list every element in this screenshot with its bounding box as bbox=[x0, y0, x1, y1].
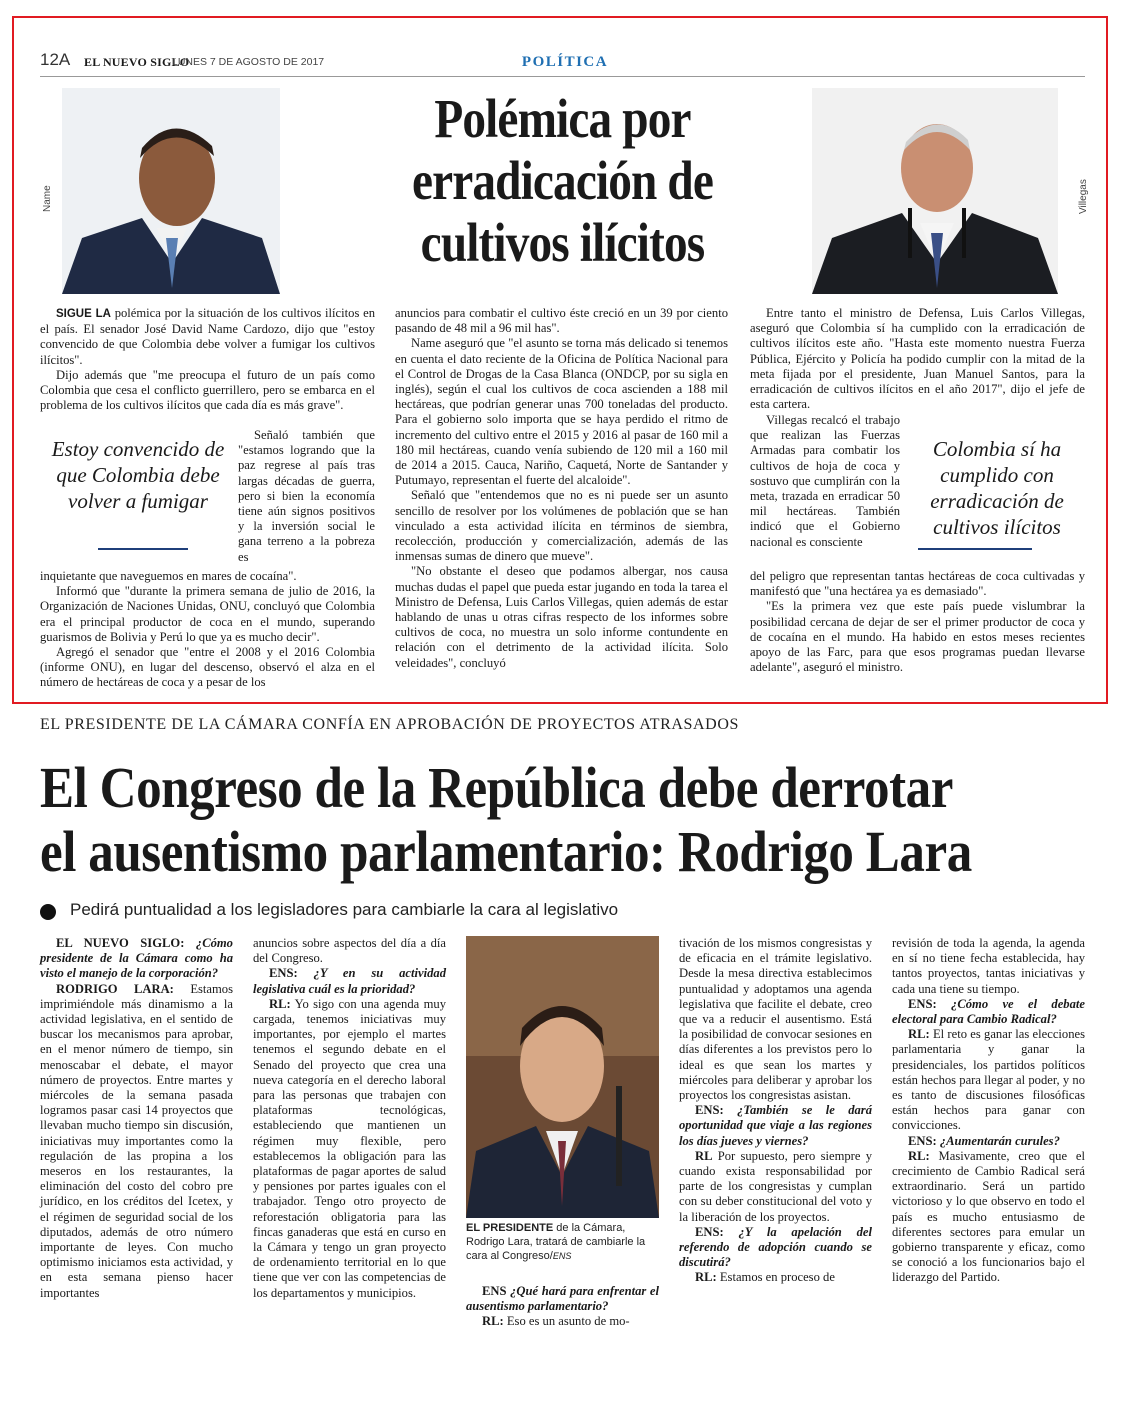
interview-col2 bbox=[253, 936, 446, 1301]
question: ¿Qué hará para enfrentar el ausentismo parlamentario? bbox=[466, 1284, 659, 1314]
article1-col2-p3: Señaló que "entendemos que no es ni puede ser un asunto sencillo de resolver por los volúmenes de población que se han vinculado a esta actividad ilícita en términos de siembra, recolección, producción y comercialización, además de las inmensas sumas de dinero que mueve". bbox=[395, 488, 728, 564]
article1-col1 bbox=[40, 306, 375, 413]
interview-q3 bbox=[466, 1284, 659, 1314]
article1-col3 bbox=[750, 306, 1085, 412]
article1-col3-p3: "Es la primera vez que este país puede vislumbrar la posibilidad cercana de dejar de ser el primer productor de coca y de cocaína en el mundo. Ha habido en estos meses recientes apoyo de las Farc, para que esos programas puedan llevarse adelante", aseguró el ministro. bbox=[750, 599, 1085, 675]
question: ¿Cómo ve el debate electoral para Cambio Radical? bbox=[892, 996, 1085, 1027]
question: ¿También se le dará oportunidad que viaje a las regiones los días jueves y viernes? bbox=[679, 1103, 872, 1148]
interview-q1 bbox=[40, 936, 233, 982]
interview-col1 bbox=[40, 936, 233, 1301]
speaker: RL: bbox=[482, 1314, 504, 1329]
photo-minister-villegas bbox=[812, 88, 1058, 294]
answer: Eso es un asunto de mo- bbox=[503, 1314, 630, 1329]
article2-headline-line2: el ausentismo parlamentario: Rodrigo Lara bbox=[40, 819, 972, 884]
photo-senator-name bbox=[62, 88, 280, 294]
interview-q6 bbox=[892, 997, 1085, 1027]
article1-col1-p5: Agregó el senador que "entre el 2008 y el 2016 Colombia (informe ONU), en lugar del descenso, observó el alza en el número de hectáreas de coca y a pesar de los bbox=[40, 645, 375, 690]
pull-quote-left: Estoy convencido de que Colombia debe volver a fumigar bbox=[51, 437, 225, 513]
article1-col1-p2: Dijo además que "me preocupa el futuro de un país como Colombia que cesa el conflicto guerrillero, pero se embarca en el problema de los cultivos ilícitos que cada día es más grave". bbox=[40, 367, 375, 413]
speaker: ENS: bbox=[695, 1224, 724, 1239]
interview-q2 bbox=[253, 966, 446, 996]
answer: Masivamente, creo que el crecimiento de Cambio Radical será extraordinario. Será un partido victorioso y lo que observo en todo el país es mucho entusiasmo de diferentes sectores para emular un gobierno transparente y eficaz, como se conoció a los funcionarios bajo el liderazgo del Partido. bbox=[892, 1148, 1085, 1285]
speaker: EL NUEVO SIGLO: bbox=[56, 936, 185, 950]
photo-caption bbox=[466, 1221, 659, 1263]
pull-quote-right: Colombia sí ha cumplido con erradicación de cultivos ilícitos bbox=[930, 437, 1064, 539]
interview-a6 bbox=[892, 1027, 1085, 1133]
lead-in: SIGUE LA bbox=[56, 308, 111, 320]
article1-headline: Polémica por erradicación de cultivos ilícitos bbox=[411, 88, 714, 273]
article1-col2 bbox=[395, 306, 728, 671]
speaker: RL: bbox=[695, 1270, 717, 1285]
page-number: 12A bbox=[40, 50, 71, 69]
caption-lead: EL PRESIDENTE bbox=[466, 1222, 554, 1234]
article1-col1-p3a: Señaló también que "estamos logrando que la paz regrese al país tras largas décadas de guerra, pero si bien la economía tiene aún signos positivos y la inversión social le gana terreno a la pobreza es bbox=[238, 428, 375, 564]
interview-a3-cont: tivación de los mismos congresistas y de eficacia en el trámite legislativo. Desde la mesa directiva establecimos puntualidad y adoptamos una agenda legislativa que facilite el debate, creo que va a reducir el ausentismo. Está la posibilidad de convocar sesiones en días diferentes a los previstos pero lo ideal es que sean los martes y miércoles para deliberar y aprobar los proyectos los congresistas asistan. bbox=[679, 936, 872, 1103]
article1-col2-p1: anuncios para combatir el cultivo éste creció en un 39 por ciento pasando de 48 mil a 96 mil has". bbox=[395, 306, 728, 336]
article1-col2-p4: "No obstante el deseo que podamos albergar, nos causa muchas dudas el papel que pueda estar jugando en toda la tarea el Ministro de Defensa, Luis Carlos Villegas, quien además de estar hablando de unas u otras cifras respecto de los informes sobre cultivos de coca, no muestra un solo informe contundente en relación con el detrimento de la actividad ilícita. Solo veleidades", concluyó bbox=[395, 564, 728, 670]
caption-text: de la Cámara, Rodrigo Lara, tratará de cambiarle la cara al Congreso/ bbox=[466, 1222, 646, 1262]
section-label: POLÍTICA bbox=[521, 54, 609, 70]
pull-quote-right-rule bbox=[918, 548, 1032, 550]
interview-col4 bbox=[679, 936, 872, 1286]
question: ¿Cómo presidente de la Cámara como ha visto el manejo de la corporación? bbox=[40, 936, 233, 981]
interview-a5 bbox=[679, 1270, 872, 1285]
article1-col1-p3b: inquietante que naveguemos en mares de cocaína". bbox=[40, 569, 297, 583]
article1-col1-p4: Informó que "durante la primera semana de julio de 2016, la Organización de Naciones Unidas, ONU, concluyó que Colombia era el principal productor de coca en el mundo, superando guarismos de Bolivia y Perú lo que ya es mucho decir". bbox=[40, 584, 375, 644]
question: ¿Y la apelación del referendo de adopción cuando se discutirá? bbox=[679, 1224, 872, 1270]
article1-col3-p1: Entre tanto el ministro de Defensa, Luis Carlos Villegas, aseguró que Colombia sí ha cumplido con la erradicación de cultivos ilícitos este año. "Hasta este momento nuestra Fuerza Pública, Ejército y Policía ha podido cumplir con la mitad de la meta fijada por el presidente, Juan Manuel Santos, para la erradicación de cultivos ilícitos en el año 2017", dijo el jefe de esta cartera. bbox=[750, 306, 1085, 412]
article1-col3-bottom bbox=[750, 569, 1085, 675]
interview-a5-cont: revisión de toda la agenda, la agenda en sí no tiene fecha establecida, hay tantos proyectos, tantas iniciativas y cada una tiene su tiempo. bbox=[892, 936, 1085, 996]
question: ¿Aumentarán curules? bbox=[936, 1133, 1060, 1148]
article2-headline-line1: El Congreso de la República debe derrotar bbox=[40, 755, 953, 820]
photo-credit-villegas: Villegas bbox=[1078, 179, 1089, 214]
speaker: ENS: bbox=[908, 1133, 937, 1148]
interview-a4 bbox=[679, 1149, 872, 1225]
bullet-icon bbox=[40, 904, 56, 920]
answer: Yo sigo con una agenda muy cargada, tenemos iniciativas muy importantes, por ejemplo el martes tenemos el segundo debate en el Senado del proyecto que crea una nueva categoría en el derecho laboral para las personas que trabajen con plataformas tecnológicas, estableciendo que mantienen un régimen muy flexible, pero establecemos la obligación para las plataformas de pagar aportes de salud y pensiones por partes iguales con el trabajador. Tengo otro proyecto de reforestación obligatoria para las fincas ganaderas que está en curso en la Cámara y tengo un gran proyecto de ordenamiento territorial en lo que tiene que ver con las competencias de los departamentos y municipios. bbox=[253, 996, 446, 1300]
article1-col1-p1 bbox=[40, 306, 375, 368]
interview-q4 bbox=[679, 1103, 872, 1149]
article2-kicker: EL PRESIDENTE DE LA CÁMARA CONFÍA EN APROBACIÓN DE PROYECTOS ATRASADOS bbox=[40, 716, 739, 733]
answer: Por supuesto, pero siempre y cuando exista responsabilidad por parte de los congresistas y cumplan con su deber constitucional del voto y la liberación de los proyectos. bbox=[679, 1148, 872, 1224]
header-rule bbox=[40, 76, 1085, 77]
interview-a3 bbox=[466, 1314, 659, 1329]
answer: Estamos en proceso de bbox=[716, 1270, 835, 1285]
speaker: RL: bbox=[908, 1148, 930, 1163]
interview-a1 bbox=[40, 982, 233, 1301]
speaker: RODRIGO LARA: bbox=[56, 981, 174, 996]
article1-col1-bottom bbox=[40, 569, 375, 691]
question: ¿Y en su actividad legislativa cuál es la prioridad? bbox=[253, 966, 446, 996]
interview-q5 bbox=[679, 1225, 872, 1271]
speaker: RL: bbox=[908, 1027, 930, 1042]
speaker: ENS bbox=[482, 1284, 507, 1298]
interview-q7 bbox=[892, 1134, 1085, 1149]
article1-col3-wrap bbox=[750, 413, 900, 550]
speaker: ENS: bbox=[695, 1103, 724, 1118]
paragraph-text: polémica por la situación de los cultivos ilícitos en el país. El senador José David Name Cardozo, dijo que "estoy convencido de que Colombia debe volver a fumigar los cultivos ilícitos". bbox=[40, 306, 376, 367]
article1-col2-p2: Name aseguró que "el asunto se torna más delicado si tenemos en cuenta el dato reciente de la Oficina de Política Nacional para el Control de Drogas de la Casa Blanca (ONDCP, por su sigla en inglés), según el cual los cultivos de coca ascienden a 188 mil hectáreas, que podrían generar unas 700 toneladas del producto. Para el gobierno solo importa que se haya perdido el ritmo de incremento del cultivo entre el 2015 y 2016 al pasar de 160 mil a 180 mil hectáreas, cuando venía subiendo de 120 mil a 160 mil de 2014 a 2015. Cauca, Nariño, Caquetá, Norte de Santander y Putumayo, representan el fuerte del alcaloide". bbox=[395, 336, 728, 488]
speaker: ENS: bbox=[269, 966, 298, 981]
article1-col3-p2a: Villegas recalcó el trabajo que realizan las Fuerzas Armadas para combatir los cultivos de hoja de coca y sostuvo que cumplirán con la meta, trazada en erradicar 50 mil hectáreas. También indicó que el Gobierno nacional es consciente bbox=[750, 413, 900, 549]
interview-a7 bbox=[892, 1149, 1085, 1286]
answer: Estamos imprimiéndole más dinamismo a la actividad legislativa, en el sentido de buscar los mecanismos para aprobar, en el menor número de tiempo, sin menoscabar el debate, el mayor número de proyectos. Entre martes y miércoles de la semana pasada logramos pasar casi 14 proyectos que llevaban mucho tiempo sin discusión, iniciativas muy importantes como la regulación de las propina a los meseros en los restaurantes, la eliminación del costo del cobro pre jurídico, en los créditos del Icetex, y el régimen de seguridad social de los diputados, además de otro número importante de leyes. Con mucho optimismo iniciamos esta actividad, y en esta semana pienso hacer importantes bbox=[40, 981, 233, 1300]
pull-quote-left-rule bbox=[98, 548, 188, 550]
speaker: RL: bbox=[269, 996, 291, 1011]
newspaper-name: EL NUEVO SIGLO bbox=[84, 55, 190, 69]
speaker: RL bbox=[695, 1148, 713, 1163]
interview-a2 bbox=[253, 997, 446, 1301]
interview-col5 bbox=[892, 936, 1085, 1286]
interview-col3 bbox=[466, 1284, 659, 1330]
photo-rodrigo-lara bbox=[466, 936, 659, 1218]
issue-date: LUNES 7 DE AGOSTO DE 2017 bbox=[172, 56, 325, 68]
article2-headline bbox=[40, 756, 1061, 884]
photo-credit-name: Name bbox=[42, 185, 53, 212]
speaker: ENS: bbox=[908, 996, 937, 1011]
caption-credit: ENS bbox=[552, 1251, 572, 1261]
article2-subhead: Pedirá puntualidad a los legisladores para cambiarle la cara al legislativo bbox=[70, 900, 619, 919]
article1-col1-wrap bbox=[238, 428, 375, 565]
article1-col3-p2b: del peligro que representan tantas hectáreas de coca cultivadas y manifestó que "una hectárea ya es demasiado". bbox=[750, 569, 1085, 599]
interview-a0: anuncios sobre aspectos del día a día del Congreso. bbox=[253, 936, 446, 966]
answer: El reto es ganar las elecciones parlamentaria y ganar la presidenciales, los partidos políticos están hechos para llegar al poder, y no es tanto de discusiones filosóficas están hechos para ganar con convicciones. bbox=[892, 1027, 1085, 1133]
